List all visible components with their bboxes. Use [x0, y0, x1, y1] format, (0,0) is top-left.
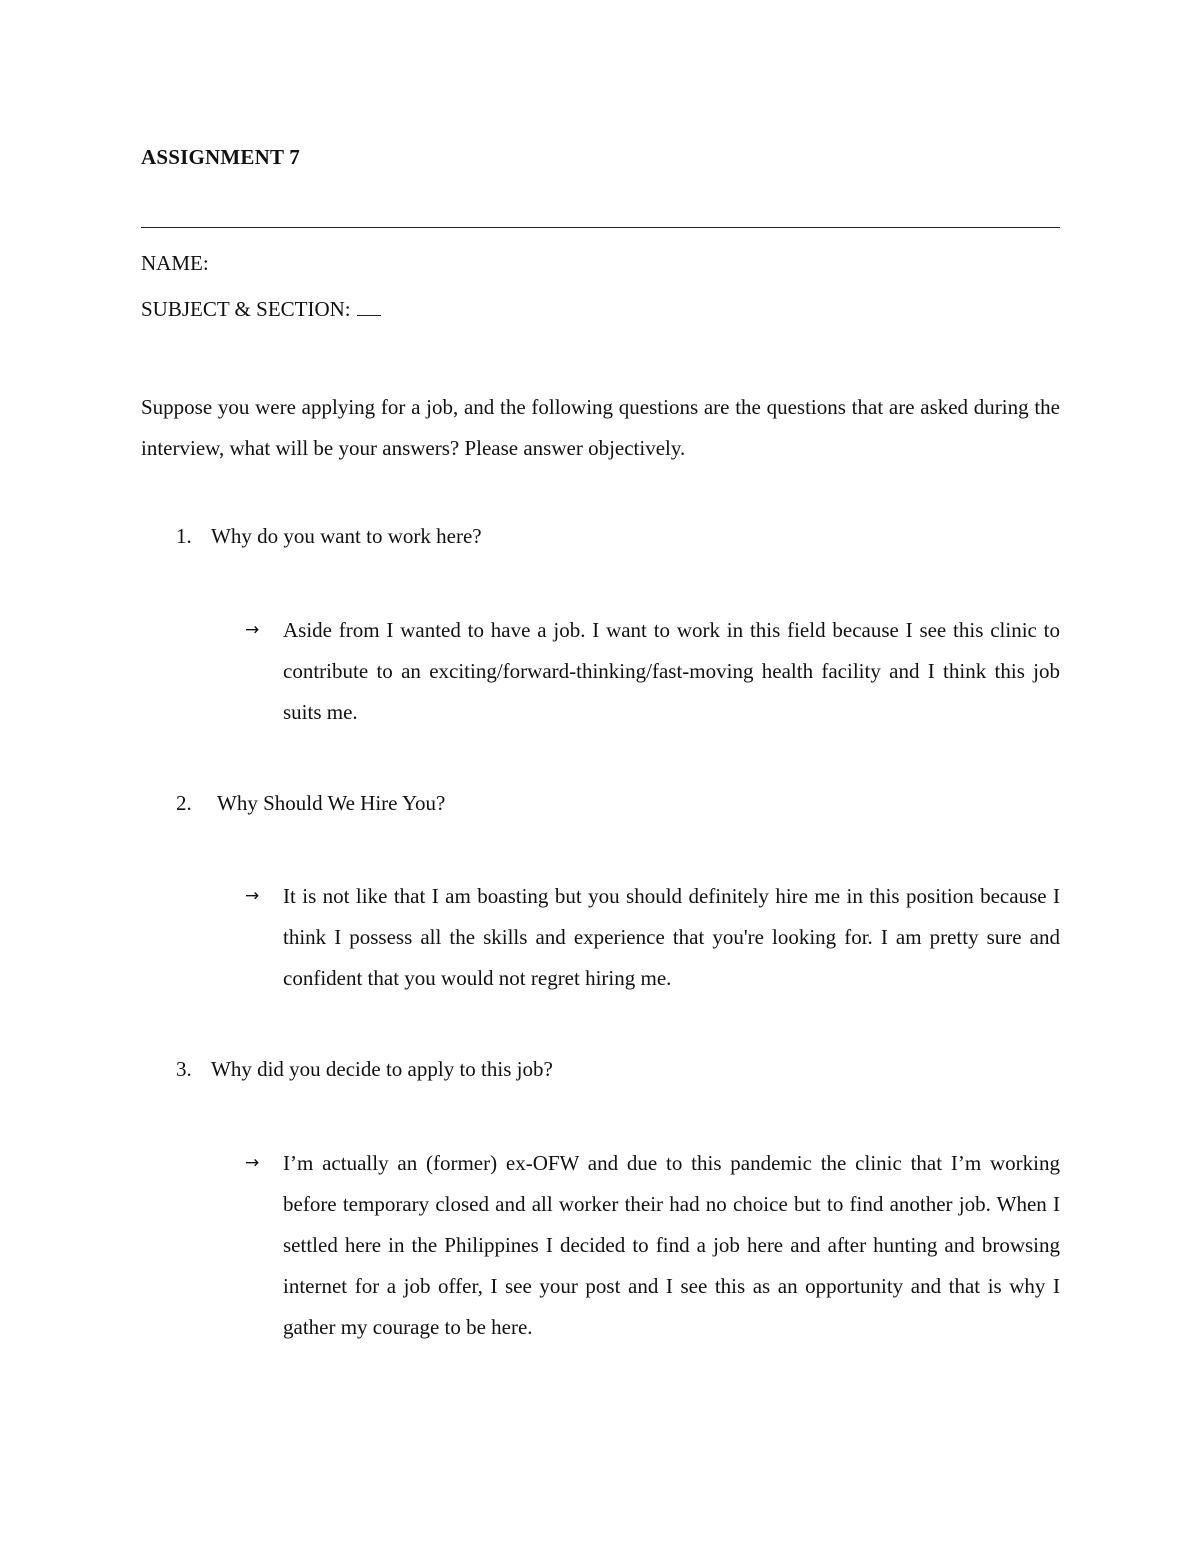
answer-text: Aside from I wanted to have a job. I want to work in this field because I see this clinic to contribute to an exciting/forward-thinking/fast-moving health facility and I think this job suits me. [283, 618, 1060, 724]
question-text: Why do you want to work here? [211, 524, 482, 548]
question-number: 1. [176, 524, 192, 548]
subject-section-blank [357, 297, 381, 316]
arrow-bullet-icon: → [245, 886, 260, 906]
subject-section-label: SUBJECT & SECTION: [141, 297, 351, 321]
name-field [141, 251, 209, 276]
answer-text: It is not like that I am boasting but you should definitely hire me in this position because I think I possess all the skills and experience that you're looking for. I am pretty sure and confident that you would not regret hiring me. [283, 884, 1060, 990]
name-label: NAME: [141, 251, 209, 275]
arrow-bullet-icon: → [245, 620, 260, 640]
header-divider [141, 227, 1060, 228]
assignment-title: ASSIGNMENT 7 [141, 145, 300, 169]
question-number: 3. [176, 1057, 192, 1081]
question-text: Why Should We Hire You? [217, 791, 446, 815]
question-text: Why did you decide to apply to this job? [211, 1057, 553, 1081]
question-number: 2. [176, 791, 192, 815]
instructions-paragraph: Suppose you were applying for a job, and the following questions are the questions that are asked during the interview, what will be your answers? Please answer objectively. [141, 395, 1060, 460]
subject-section-field [141, 297, 381, 322]
answer-text: I’m actually an (former) ex-OFW and due to this pandemic the clinic that I’m working before temporary closed and all worker their had no choice but to find another job. When I settled here in the Philippines I decided to find a job here and after hunting and browsing internet for a job offer, I see your post and I see this as an opportunity and that is why I gather my courage to be here. [283, 1151, 1060, 1339]
arrow-bullet-icon: → [245, 1153, 260, 1173]
